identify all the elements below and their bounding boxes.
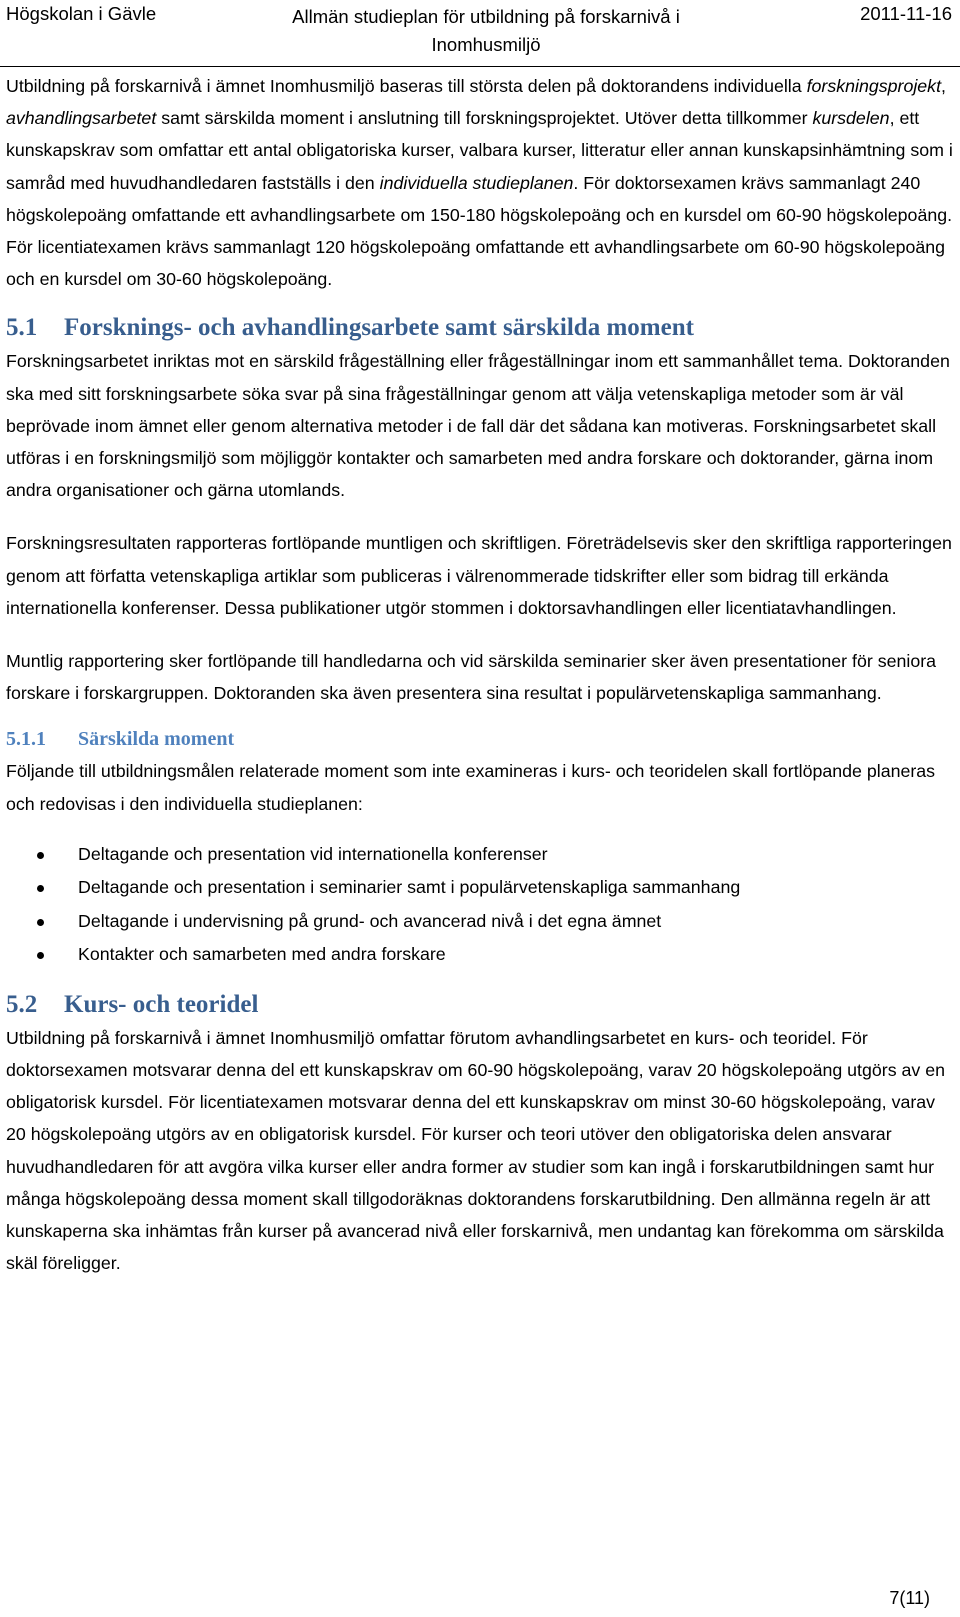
intro-paragraph [6,70,956,295]
bullet-icon [37,919,44,926]
section-5-1-1-title: Särskilda moment [78,728,235,751]
section-5-2-paragraph: Utbildning på forskarnivå i ämnet Inomhusmiljö omfattar förutom avhandlingsarbetet en kurs- och teoridel. För doktorsexamen motsvarar denna del ett kunskapskrav om 60-90 högskolepoäng, varav 20 högskolepoäng utgörs av en obligatorisk kursdel. För licentiatexamen motsvarar denna del ett kunskapskrav om minst 30-60 högskolepoäng, varav 20 högskolepoäng utgörs av en obligatorisk kursdel. För kurser och teori utöver den obligatoriska delen ansvarar huvudhandledaren för att avgöra vilka kurser eller andra former av studier som kan ingå i forskarutbildningen samt hur många högskolepoäng dessa moment skall tillgodoräknas doktorandens forskarutbildning. Den allmänna regeln är att kunskaperna ska inhämtas från kurser på avancerad nivå eller forskarnivå, men undantag kan förekomma om särskilda skäl föreligger. [6,1027,946,1274]
intro-emphasis-avhandlingsarbetet: avhandlingsarbetet [6,108,157,129]
page-header [0,0,960,67]
moment-list [6,838,956,972]
list-item-text: Deltagande och presentation i seminarier samt i populärvetenskapliga sammanhang [78,877,741,898]
section-5-1-1-number: 5.1.1 [6,728,46,751]
section-5-1-paragraph-1: Forskningsarbetet inriktas mot en särskild frågeställning eller frågeställningar inom ett sammanhållet tema. Doktoranden ska med sitt forskningsarbete söka svar på sina frågeställningar genom att välja vetenskapliga metoder som är väl beprövade inom ämnet eller genom alternativa metoder i de fall där det sådana kan motiveras. Forskningsarbetet skall utföras i en forskningsmiljö som möjliggör kontakter och samarbeten med andra forskare och doktorander, gärna inom andra organisationer och gärna utomlands. [6,351,950,501]
list-item-text: Deltagande och presentation vid internationella konferenser [78,843,548,864]
header-date: 2011-11-16 [860,3,952,24]
list-item-text: Deltagande i undervisning på grund- och avancerad nivå i det egna ämnet [78,910,662,931]
intro-emphasis-kursdelen: kursdelen [812,108,890,129]
page-number: 7(11) [889,1588,930,1608]
bullet-icon [37,885,44,892]
list-item [6,938,956,972]
intro-text-5: . För doktorsexamen krävs sammanlagt 240 högskolepoäng omfattande ett avhandlingsarbete om 150-180 högskolepoäng och en kursdel om 60-90 högskolepoäng. För licentiatexamen krävs sammanlagt 120 högskolepoäng omfattande ett avhandlingsarbete om 60-90 högskolepoäng och en kursdel om 30-60 högskolepoäng. [6,172,953,290]
section-5-1-heading [6,311,956,345]
list-item-text: Kontakter och samarbeten med andra forskare [78,944,446,965]
section-5-1-1-heading [6,723,956,755]
bullet-icon [37,952,44,959]
bullet-icon [37,852,44,859]
intro-text-4: , ett kunskapskrav som omfattar ett antal obligatoriska kurser, valbara kurser, litteratur eller annan kunskapsinhämtning som i samråd med huvudhandledaren fastställs i den [6,108,953,193]
intro-emphasis-forskningsprojekt: forskningsprojekt [806,76,942,96]
page-content [6,70,956,1300]
intro-text-3: samt särskilda moment i anslutning till forskningsprojektet. Utöver detta tillkommer [156,108,813,129]
section-5-1-paragraph-2: Forskningsresultaten rapporteras fortlöpande muntligen och skriftligen. Företrädelsevis sker den skriftliga rapporteringen genom att författa vetenskapliga artiklar som publiceras i välrenommerade tidskrifter eller som bidrag till erkända internationella konferenser. Dessa publikationer utgör stommen i doktorsavhandlingen eller licentiatavhandlingen. [6,533,952,618]
list-item [6,838,956,872]
section-5-1-number: 5.1 [6,314,38,342]
section-5-1-1-paragraph: Följande till utbildningsmålen relaterade moment som inte examineras i kurs- och teoridelen skall fortlöpande planeras och redovisas i den individuella studieplanen: [6,761,936,814]
intro-text-2: , [941,76,946,96]
section-5-1-title: Forsknings- och avhandlingsarbete samt särskilda moment [64,314,694,342]
list-item [6,905,956,939]
header-document-title: Allmän studieplan för utbildning på forskarnivå i Inomhusmiljö [292,6,680,55]
section-5-2-heading [6,988,956,1022]
section-5-2-number: 5.2 [6,990,38,1018]
list-item [6,871,956,905]
header-institution: Högskolan i Gävle [6,3,157,24]
intro-emphasis-studieplanen: individuella studieplanen [379,172,574,193]
section-5-2-title: Kurs- och teoridel [64,990,259,1018]
section-5-1-paragraph-3: Muntlig rapportering sker fortlöpande till handledarna och vid särskilda seminarier sker även presentationer för seniora forskare i forskargruppen. Doktoranden ska även presentera sina resultat i populärvetenskapliga sammanhang. [6,651,937,704]
intro-text-1: Utbildning på forskarnivå i ämnet Inomhusmiljö baseras till största delen på doktorandens individuella [6,76,807,96]
